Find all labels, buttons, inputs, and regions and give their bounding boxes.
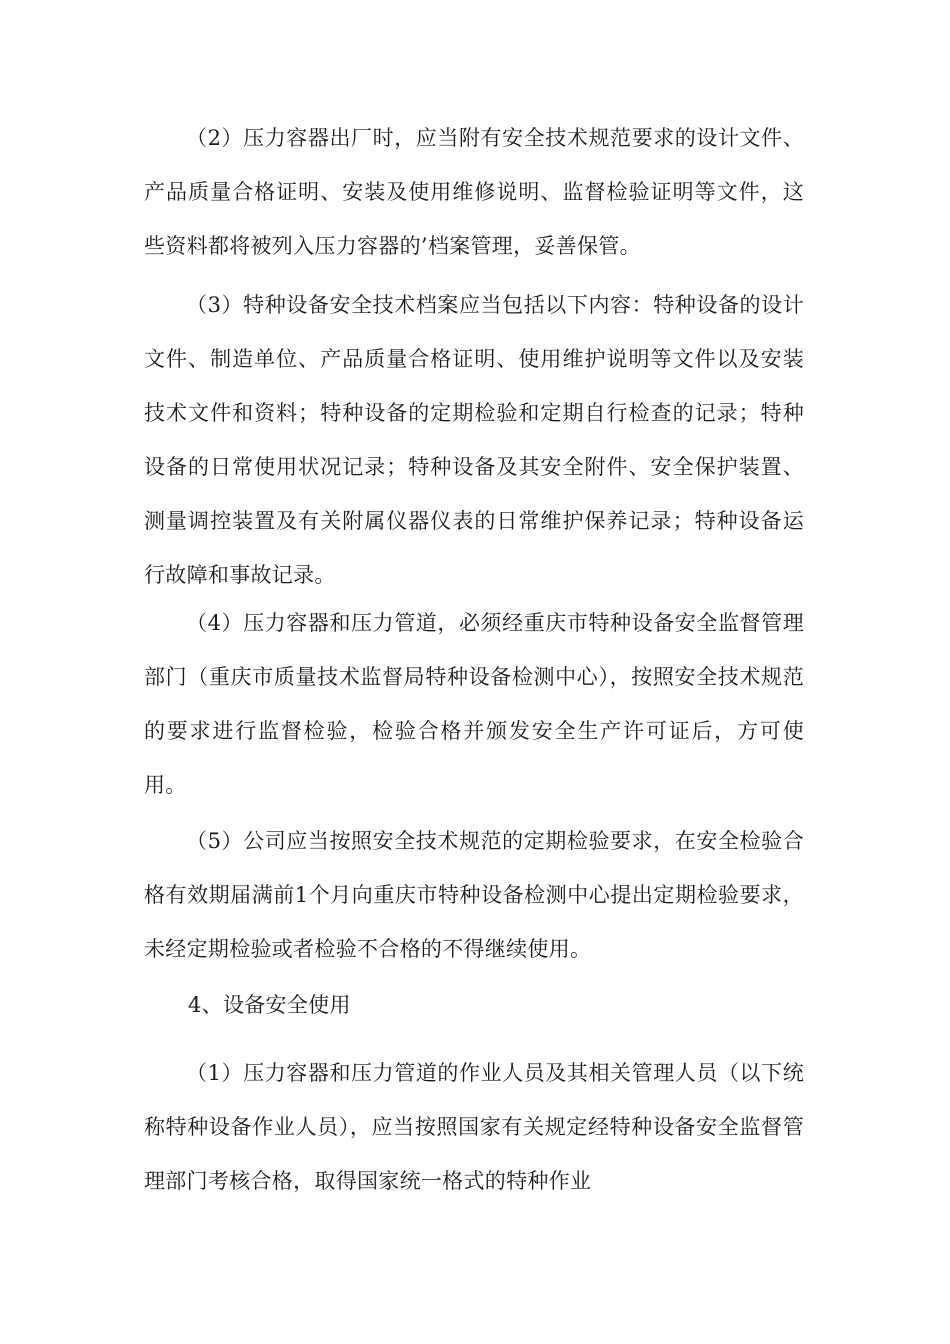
paragraph-technical-archive: （3）特种设备安全技术档案应当包括以下内容：特种设备的设计文件、制造单位、产品质量合格证明、使用维护说明等文件以及安装技术文件和资料；特种设备的定期检验和定期自行检查的记录；特种设备的日常使用状况记录；特种设备及其安全附件、安全保护装置、测量调控装置及有关附属仪器仪表的日常维护保养记录；特种设备运行故障和事故记录。 (144, 293, 804, 587)
paragraph-periodic-inspection: （5）公司应当按照安全技术规范的定期检验要求，在安全检验合格有效期届满前1个月向重庆市特种设备检测中心提出定期检验要求，未经定期检验或者检验不合格的不得继续使用。 (144, 829, 804, 961)
paragraph-supervision-inspection: （4）压力容器和压力管道，必须经重庆市特种设备安全监督管理部门（重庆市质量技术监督局特种设备检测中心），按照安全技术规范的要求进行监督检验，检验合格并颁发安全生产许可证后，方可使用。 (144, 611, 804, 797)
paragraph-pressure-vessel-documents: （2）压力容器出厂时，应当附有安全技术规范要求的设计文件、产品质量合格证明、安装及使用维修说明、监督检验证明等文件，这些资料都将被列入压力容器的’档案管理，妥善保管。 (144, 126, 804, 258)
section-heading-safe-use: 4、设备安全使用 (188, 993, 351, 1017)
paragraph-operator-qualification: （1）压力容器和压力管道的作业人员及其相关管理人员（以下统称特种设备作业人员），应当按照国家有关规定经特种设备安全监督管理部门考核合格，取得国家统一格式的特种作业 (144, 1061, 804, 1193)
